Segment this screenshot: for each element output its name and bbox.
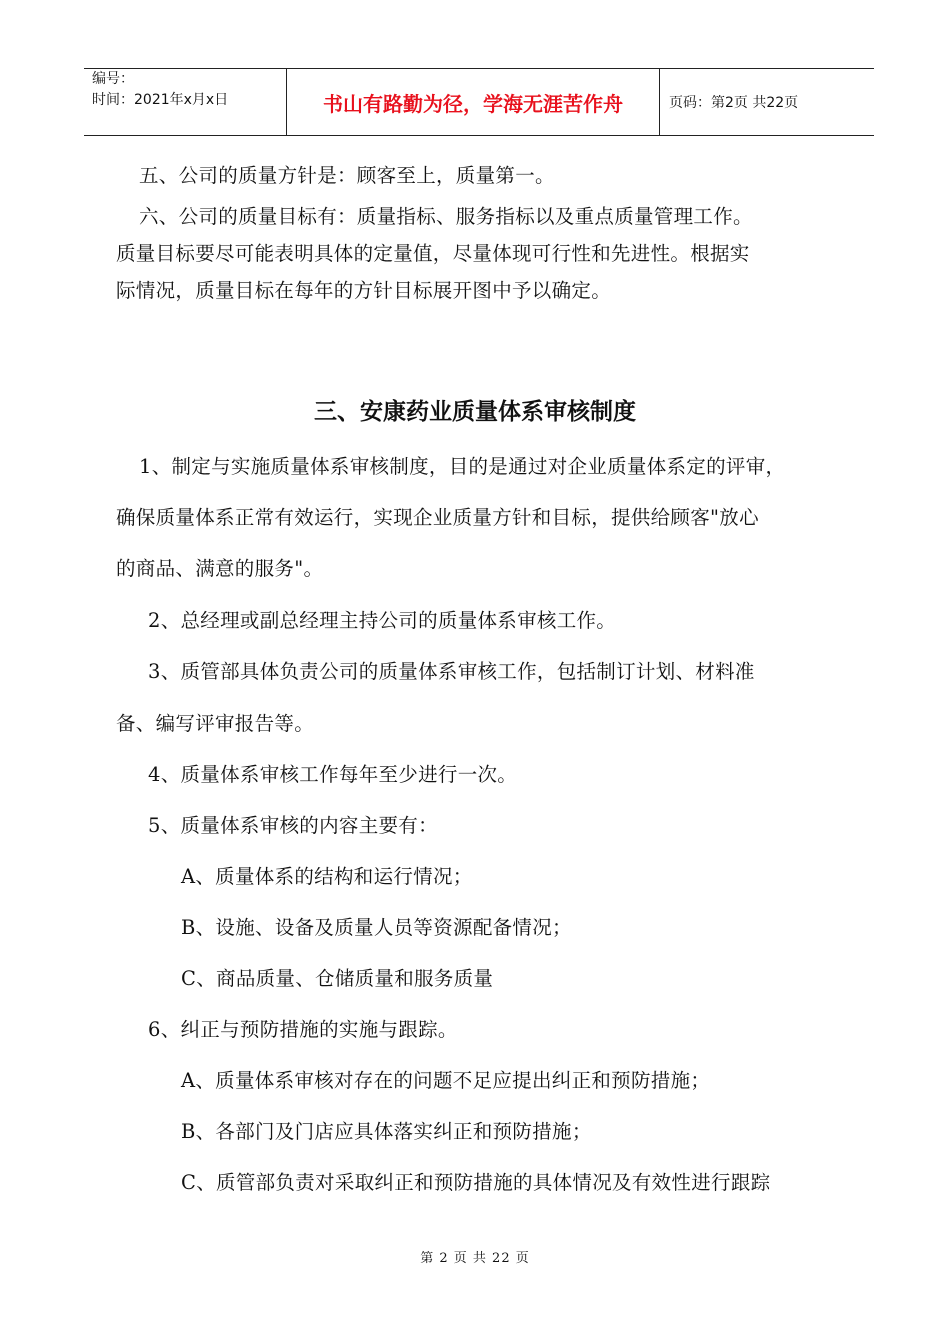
item-2: 2、总经理或副总经理主持公司的质量体系审核工作。 [148, 609, 617, 632]
item-3-line1: 3、质管部具体负责公司的质量体系审核工作，包括制订计划、材料准 [148, 660, 755, 683]
document-number-label: 编号： [92, 71, 134, 87]
page-header [84, 68, 874, 136]
header-motto: 书山有路勤为径，学海无涯苦作舟 [286, 69, 660, 135]
document-time-label: 时间：2021年x月x日 [92, 92, 229, 108]
item-1-line3: 的商品、满意的服务"。 [116, 557, 324, 580]
item-3-line2: 备、编写评审报告等。 [116, 712, 315, 735]
item-6: 6、纠正与预防措施的实施与跟踪。 [148, 1018, 458, 1041]
item-6-b: B、各部门及门店应具体落实纠正和预防措施； [181, 1120, 592, 1143]
item-4: 4、质量体系审核工作每年至少进行一次。 [148, 763, 518, 786]
item-5-c: C、商品质量、仓储质量和服务质量 [181, 967, 494, 990]
paragraph-quality-goals-line1: 六、公司的质量目标有：质量指标、服务指标以及重点质量管理工作。 [139, 205, 753, 228]
item-6-c: C、质管部负责对采取纠正和预防措施的具体情况及有效性进行跟踪 [181, 1171, 771, 1194]
item-5-b: B、设施、设备及质量人员等资源配备情况； [181, 916, 572, 939]
paragraph-quality-policy: 五、公司的质量方针是：顾客至上，质量第一。 [139, 164, 555, 187]
header-meta [84, 69, 286, 135]
page-footer: 第 2 页 共 22 页 [420, 1251, 530, 1266]
item-6-a: A、质量体系审核对存在的问题不足应提出纠正和预防措施； [181, 1069, 711, 1092]
item-5-a: A、质量体系的结构和运行情况； [181, 865, 473, 888]
item-1-line1: 1、制定与实施质量体系审核制度，目的是通过对企业质量体系定的评审， [139, 455, 786, 478]
item-1-line2: 确保质量体系正常有效运行，实现企业质量方针和目标，提供给顾客"放心 [116, 506, 759, 529]
item-5: 5、质量体系审核的内容主要有： [148, 814, 438, 837]
section-title: 三、安康药业质量体系审核制度 [314, 399, 636, 425]
paragraph-quality-goals-line3: 际情况，质量目标在每年的方针目标展开图中予以确定。 [116, 279, 612, 302]
header-page-info: 页码：第2页 共22页 [669, 95, 799, 111]
paragraph-quality-goals-line2: 质量目标要尽可能表明具体的定量值，尽量体现可行性和先进性。根据实 [116, 242, 750, 265]
